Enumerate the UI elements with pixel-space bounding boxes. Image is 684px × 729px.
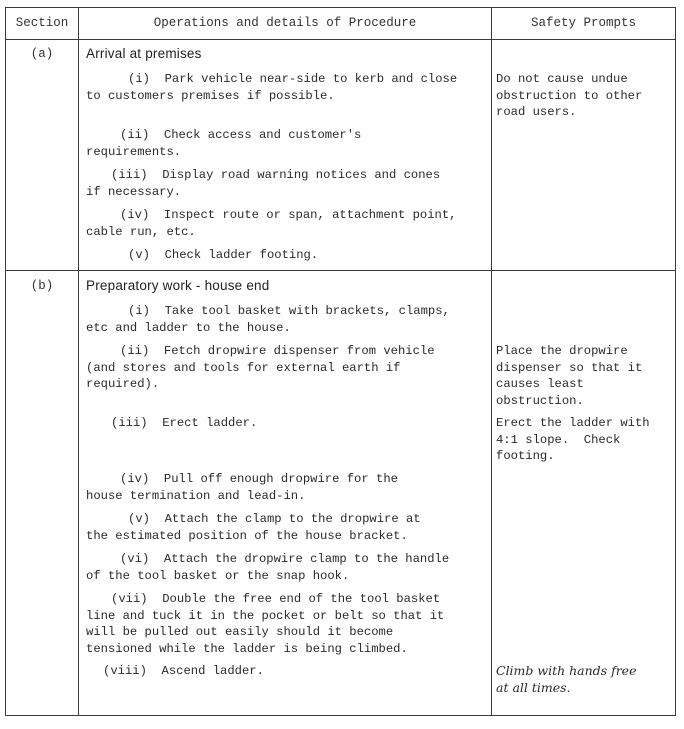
step-number: (iii) [111,416,148,430]
header-safety-prompts: Safety Prompts [530,16,637,30]
step-text-cont: house termination and lead-in. [86,488,306,503]
safety-prompt-b-3: Climb with hands free at all times. [496,663,637,695]
step-b-i [86,303,496,336]
step-text: Display road warning notices and cones [162,168,441,182]
header-section: Section [15,16,69,30]
step-b-iv [86,471,496,504]
prompt-line: Do not cause undue [496,72,628,86]
step-text: Double the free end of the tool basket [162,592,441,606]
step-b-ii [86,343,496,393]
step-text-cont: to customers premises if possible. [86,88,335,103]
safety-prompt-a-1 [496,71,676,121]
step-a-iv [86,207,496,240]
step-number: (ii) [120,344,150,358]
step-text-cont: of the tool basket or the snap hook. [86,568,350,583]
header-operations: Operations and details of Procedure [153,16,417,30]
step-text: Attach the dropwire clamp to the handle [163,552,450,566]
header-divider [6,39,675,40]
step-text: Attach the clamp to the dropwire at [164,512,421,526]
step-text: Check ladder footing. [164,248,319,262]
safety-prompt-b-1: Place the dropwire dispenser so that it causes least obstruction. [496,344,643,408]
step-text: Check access and customer's [163,128,362,142]
step-text-cont: requirements. [86,144,182,159]
section-label-b: (b) [30,279,54,293]
step-number: (iv) [120,208,150,222]
step-text-cont: line and tuck it in the pocket or belt so that it will be pulled out easily should it become tensioned while the ladder is being climbed. [86,608,445,656]
step-a-i [86,71,496,104]
step-number: (i) [128,304,150,318]
step-b-iii [86,415,496,432]
step-number: (v) [128,248,150,262]
step-text: Pull off enough dropwire for the [163,472,398,486]
prompt-line: road users. [496,105,577,119]
step-a-v [86,247,496,264]
column-divider-section [78,8,79,715]
step-a-iii [86,167,496,200]
step-text: Ascend ladder. [161,664,264,678]
step-b-v [86,511,496,544]
step-b-viii [86,663,496,680]
step-text: Erect ladder. [162,416,258,430]
step-text-cont: (and stores and tools for external earth if required). [86,360,401,391]
section-heading-a: Arrival at premises [86,46,202,61]
step-number: (iv) [120,472,150,486]
step-number: (v) [128,512,150,526]
step-text: Park vehicle near-side to kerb and close [164,72,458,86]
step-number: (vii) [111,592,148,606]
step-number: (i) [128,72,150,86]
step-text-cont: if necessary. [86,184,182,199]
step-text-cont: etc and ladder to the house. [86,320,291,335]
step-b-vi [86,551,496,584]
step-number: (ii) [120,128,150,142]
safety-prompt-b-2: Erect the ladder with 4:1 slope. Check footing. [496,416,650,463]
step-text: Fetch dropwire dispenser from vehicle [163,344,435,358]
step-text: Take tool basket with brackets, clamps, [164,304,450,318]
step-text: Inspect route or span, attachment point, [163,208,457,222]
step-text-cont: cable run, etc. [86,224,196,239]
section-label-a: (a) [30,47,54,61]
step-number: (iii) [111,168,148,182]
procedure-table [5,7,676,716]
step-number: (vi) [120,552,150,566]
prompt-line: obstruction to other [496,88,643,103]
step-b-vii [86,591,496,657]
step-a-ii [86,127,496,160]
step-number: (viii) [103,664,147,678]
section-divider [6,270,675,271]
step-text-cont: the estimated position of the house bracket. [86,528,408,543]
section-heading-b: Preparatory work - house end [86,278,270,293]
